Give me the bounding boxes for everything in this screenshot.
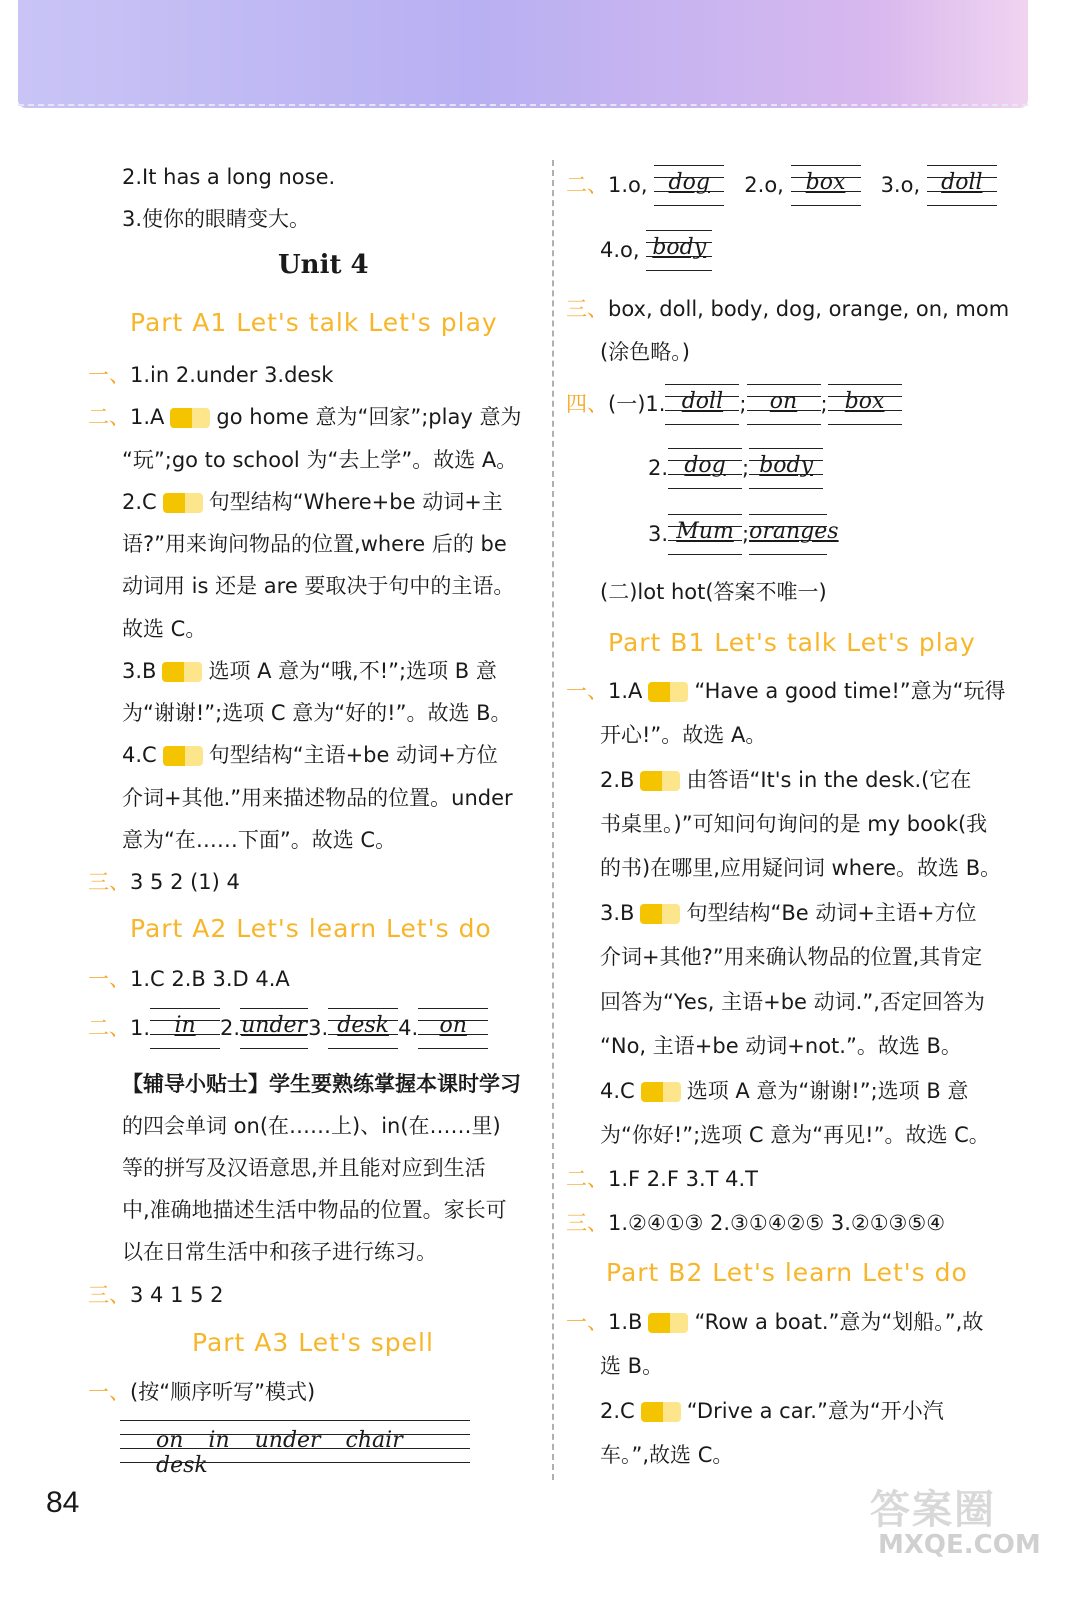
- explanation-text: 句型结构“Be 动词+主语+方位: [686, 901, 977, 925]
- handwritten-word: in: [174, 1013, 196, 1038]
- handwritten-word: doll: [941, 170, 983, 195]
- answer-line: [566, 1209, 945, 1237]
- tip-line: 的四会单词 on(在……上)、in(在……里): [122, 1114, 501, 1138]
- explanation-line: 故选 C。: [122, 617, 207, 641]
- section-title: Part A3 Let's spell: [192, 1328, 434, 1357]
- answer-line: [88, 403, 521, 431]
- handwriting-box: [791, 163, 861, 209]
- section-mark: 三、: [88, 870, 130, 894]
- watermark-logo: 答案圈: [870, 1487, 996, 1533]
- answer-text: 1.C 2.B 3.D 4.A: [130, 967, 290, 991]
- explanation-line: 介词+其他?”用来确认物品的位置,其肯定: [600, 945, 983, 969]
- explanation-line: 回答为“Yes, 主语+be 动词.”,否定回答为: [600, 990, 985, 1014]
- question-number: 1.A: [130, 405, 165, 429]
- handwritten-word: body: [759, 453, 814, 478]
- answer-text: 3 4 1 5 2: [130, 1283, 224, 1307]
- section-mark: 四、: [566, 392, 608, 416]
- banner-divider: [18, 104, 1028, 106]
- section-mark: 三、: [566, 297, 608, 321]
- explanation-line: [122, 657, 497, 685]
- explanation-text: “Drive a car.”意为“开小汽: [686, 1399, 944, 1423]
- answer-line: [88, 868, 240, 896]
- explanation-text: 选项 A 意为“哦,不!”;选项 B 意: [208, 659, 497, 683]
- handwriting-box: [646, 228, 712, 274]
- handwritten-word: desk: [337, 1013, 389, 1038]
- column-divider: [552, 160, 554, 1480]
- handwriting-box: [240, 1006, 308, 1052]
- explanation-line: “玩”;go to school 为“去上学”。故选 A。: [122, 448, 518, 472]
- answer-text: 1.in 2.under 3.desk: [130, 363, 334, 387]
- item-number: 4.: [398, 1016, 419, 1040]
- handwriting-row: [600, 228, 712, 274]
- section-mark: 二、: [88, 1016, 130, 1040]
- watermark-url: MXQE.COM: [878, 1530, 1041, 1560]
- separator: ;: [742, 522, 750, 546]
- explanation-text: 句型结构“Where+be 动词+主: [208, 490, 503, 514]
- explanation-text: 选项 A 意为“谢谢!”;选项 B 意: [686, 1079, 969, 1103]
- dictation-lines: [120, 1418, 470, 1478]
- handwriting-row: [88, 1006, 488, 1052]
- handwritten-word: doll: [681, 389, 724, 414]
- explanation-line: 为“谢谢!”;选项 C 意为“好的!”。故选 B。: [122, 701, 512, 725]
- analysis-badge-icon: [648, 1313, 688, 1333]
- question-number: 2.B: [600, 768, 635, 792]
- explanation-line: 为“你好!”;选项 C 意为“再见!”。故选 C。: [600, 1123, 990, 1147]
- handwritten-word: on: [439, 1013, 467, 1038]
- item-number: 3.: [308, 1016, 329, 1040]
- item-number: 1.o,: [608, 173, 648, 197]
- handwriting-box: [668, 446, 742, 492]
- answer-line: 2.It has a long nose.: [122, 165, 336, 189]
- question-number: 1.B: [608, 1310, 643, 1334]
- item-number: 2.: [648, 456, 669, 480]
- question-number: 3.B: [122, 659, 157, 683]
- item-number: 2.o,: [744, 173, 784, 197]
- handwriting-box: [150, 1006, 220, 1052]
- handwriting-box: [747, 382, 821, 428]
- section-title: Part A2 Let's learn Let's do: [130, 914, 492, 943]
- explanation-line: “No, 主语+be 动词+not.”。故选 B。: [600, 1034, 962, 1058]
- answer-line: [88, 1281, 224, 1309]
- handwritten-word: box: [805, 170, 846, 195]
- handwriting-box: [749, 512, 839, 558]
- section-mark: 一、: [88, 967, 130, 991]
- question-number: 3.B: [600, 901, 635, 925]
- question-number: 1.A: [608, 679, 643, 703]
- section-mark: 一、: [566, 679, 608, 703]
- handwriting-box: [665, 382, 739, 428]
- section-mark: 一、: [566, 1310, 608, 1334]
- handwritten-word: on: [769, 389, 798, 414]
- section-title: Part B1 Let's talk Let's play: [608, 628, 976, 657]
- page-number: 84: [46, 1486, 80, 1519]
- answer-line: [88, 361, 333, 389]
- tip-line: 【辅导小贴士】学生要熟练掌握本课时学习: [122, 1072, 521, 1096]
- answer-line: [566, 1165, 758, 1193]
- analysis-badge-icon: [641, 1082, 681, 1102]
- separator: ;: [739, 392, 747, 416]
- item-number: 4.o,: [600, 238, 640, 262]
- explanation-line: 书桌里。)”可知问句询问的是 my book(我: [600, 812, 988, 836]
- section-mark: 二、: [566, 1167, 608, 1191]
- analysis-badge-icon: [640, 904, 680, 924]
- analysis-badge-icon: [641, 1402, 681, 1422]
- analysis-badge-icon: [163, 746, 203, 766]
- handwriting-box: [668, 512, 742, 558]
- answer-line: (涂色略。): [600, 340, 690, 364]
- explanation-line: 语?”用来询问物品的位置,where 后的 be: [122, 532, 507, 556]
- handwriting-box: [328, 1006, 398, 1052]
- explanation-line: [600, 1397, 944, 1425]
- analysis-badge-icon: [163, 493, 203, 513]
- explanation-text: 句型结构“主语+be 动词+方位: [208, 743, 498, 767]
- answer-text: 1.F 2.F 3.T 4.T: [608, 1167, 758, 1191]
- explanation-line: 的书)在哪里,应用疑问词 where。故选 B。: [600, 856, 1002, 880]
- unit-title: Unit 4: [278, 250, 369, 280]
- explanation-line: 开心!”。故选 A。: [600, 723, 767, 747]
- explanation-line: [600, 766, 971, 794]
- section-mark: 一、: [88, 1380, 130, 1404]
- explanation-line: 动词用 is 还是 are 要取决于句中的主语。: [122, 574, 515, 598]
- answer-line: [88, 1378, 315, 1406]
- explanation-line: 选 B。: [600, 1354, 664, 1378]
- answer-text: 1.②④①③ 2.③①④②⑤ 3.②①③⑤④: [608, 1211, 946, 1235]
- handwriting-box: [418, 1006, 488, 1052]
- handwritten-word: dog: [668, 170, 710, 195]
- question-number: 4.C: [600, 1079, 635, 1103]
- section-mark: 二、: [566, 173, 608, 197]
- header-banner: [18, 0, 1028, 108]
- section-mark: 三、: [88, 1283, 130, 1307]
- separator: ;: [820, 392, 828, 416]
- item-number: (一)1.: [608, 392, 666, 416]
- analysis-badge-icon: [648, 682, 688, 702]
- tip-line: 中,准确地描述生活中物品的位置。家长可: [122, 1198, 507, 1222]
- handwriting-box: [927, 163, 997, 209]
- explanation-text: “Row a boat.”意为“划船。”,故: [694, 1310, 984, 1334]
- section-mark: 三、: [566, 1211, 608, 1235]
- question-number: 2.C: [122, 490, 157, 514]
- explanation-text: go home 意为“回家”;play 意为: [216, 405, 522, 429]
- handwriting-box: [828, 382, 902, 428]
- handwritten-word: Mum: [676, 519, 734, 544]
- question-number: 4.C: [122, 743, 157, 767]
- handwritten-word: dog: [684, 453, 726, 478]
- tip-line: 等的拼写及汉语意思,并且能对应到生活: [122, 1156, 486, 1180]
- handwriting-row: [648, 446, 823, 492]
- explanation-line: 介词+其他.”用来描述物品的位置。under: [122, 786, 513, 810]
- handwritten-word: oranges: [749, 519, 839, 544]
- handwritten-words: on in under chair desk: [156, 1428, 403, 1478]
- explanation-line: [566, 677, 1006, 705]
- handwritten-word: box: [844, 389, 885, 414]
- explanation-text: “Have a good time!”意为“玩得: [694, 679, 1006, 703]
- explanation-line: [600, 1077, 968, 1105]
- item-number: 1.: [130, 1016, 151, 1040]
- analysis-badge-icon: [162, 662, 202, 682]
- handwriting-box: [749, 446, 823, 492]
- section-title: Part B2 Let's learn Let's do: [606, 1258, 968, 1287]
- item-number: 2.: [220, 1016, 241, 1040]
- answer-text: 3 5 2 (1) 4: [130, 870, 240, 894]
- explanation-line: [122, 741, 498, 769]
- handwriting-row: [648, 512, 839, 558]
- question-number: 2.C: [600, 1399, 635, 1423]
- explanation-line: [600, 899, 977, 927]
- explanation-text: 由答语“It's in the desk.(它在: [686, 768, 972, 792]
- answer-text: (按“顺序听写”模式): [130, 1380, 316, 1404]
- tip-line: 以在日常生活中和孩子进行练习。: [122, 1240, 437, 1264]
- answer-line: (二)lot hot(答案不唯一): [600, 580, 827, 604]
- handwritten-word: under: [241, 1013, 308, 1038]
- handwriting-box: [654, 163, 724, 209]
- section-title: Part A1 Let's talk Let's play: [130, 308, 498, 337]
- item-number: 3.: [648, 522, 669, 546]
- handwriting-row: [566, 382, 902, 428]
- handwritten-word: body: [652, 235, 707, 260]
- explanation-line: 车。”,故选 C。: [600, 1443, 734, 1467]
- item-number: 3.o,: [880, 173, 921, 197]
- explanation-line: [566, 1308, 983, 1336]
- section-mark: 二、: [88, 405, 130, 429]
- handwriting-row: [566, 163, 997, 209]
- explanation-line: [122, 488, 503, 516]
- answer-line: 3.使你的眼睛变大。: [122, 207, 311, 231]
- answer-text: box, doll, body, dog, orange, on, mom: [608, 297, 1010, 321]
- analysis-badge-icon: [640, 771, 680, 791]
- explanation-line: 意为“在……下面”。故选 C。: [122, 828, 397, 852]
- answer-line: [566, 295, 1009, 323]
- separator: ;: [742, 456, 750, 480]
- analysis-badge-icon: [170, 408, 210, 428]
- section-mark: 一、: [88, 363, 130, 387]
- answer-line: [88, 965, 290, 993]
